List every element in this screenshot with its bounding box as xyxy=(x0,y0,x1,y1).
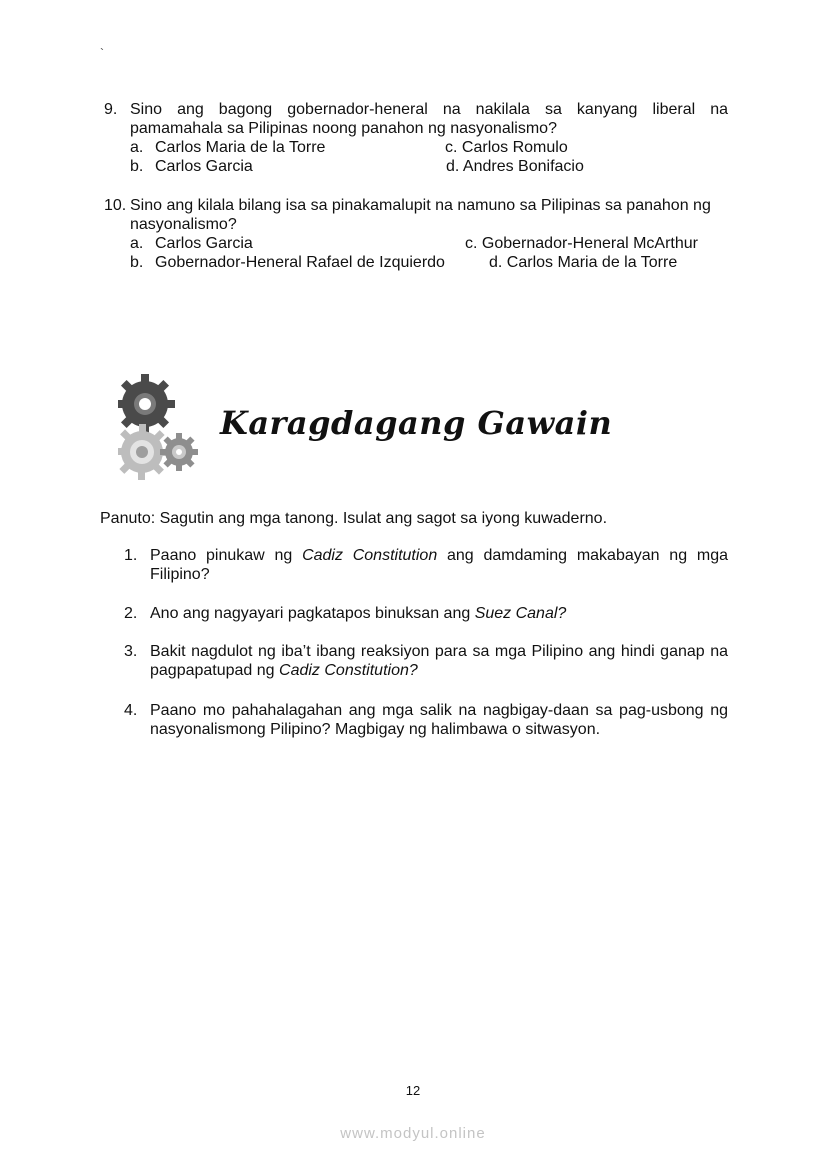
open-question-3 xyxy=(124,642,728,680)
question-stem: Sino ang bagong gobernador-heneral na nakilala sa kanyang liberal na pamamahala sa Pilipinas noong panahon ng nasyonalismo? xyxy=(130,101,728,137)
question-number: 4. xyxy=(124,702,138,719)
question-number: 3. xyxy=(124,643,138,660)
option-a: a. Carlos Garcia xyxy=(130,235,253,252)
question-text: Paano pinukaw ng Cadiz Constitution ang damdaming makabayan ng mga Filipino? xyxy=(150,547,728,583)
option-d: d. Carlos Maria de la Torre xyxy=(489,254,678,271)
question-number: 10. xyxy=(104,197,127,214)
option-d: d. Andres Bonifacio xyxy=(446,158,584,175)
option-c: c. Gobernador-Heneral McArthur xyxy=(465,235,698,252)
question-number: 2. xyxy=(124,605,138,622)
open-question-1 xyxy=(124,546,728,584)
question-text: Ano ang nagyayari pagkatapos binuksan ang Suez Canal? xyxy=(150,605,567,622)
watermark: www.modyul.online xyxy=(340,1125,486,1142)
option-b: b. Gobernador-Heneral Rafael de Izquierdo xyxy=(130,254,445,271)
page-number: 12 xyxy=(405,1083,421,1098)
option-b: b. Carlos Garcia xyxy=(130,158,253,175)
question-text: Bakit nagdulot ng iba’t ibang reaksiyon para sa mga Pilipino ang hindi ganap na pagpapatupad ng Cadiz Constitution? xyxy=(150,643,728,679)
question-text: Paano mo pahahalagahan ang mga salik na nagbigay-daan sa pag-usbong ng nasyonalismong Pilipino? Magbigay ng halimbawa o sitwasyon. xyxy=(150,702,728,738)
section-title: Karagdagang Gawain xyxy=(220,404,613,442)
instructions: Panuto: Sagutin ang mga tanong. Isulat ang sagot sa iyong kuwaderno. xyxy=(100,510,608,527)
question-number: 1. xyxy=(124,547,138,564)
question-10 xyxy=(104,196,728,272)
question-stem: Sino ang kilala bilang isa sa pinakamalupit na namuno sa Pilipinas sa panahon ng nasyonalismo? xyxy=(130,197,711,233)
open-question-2 xyxy=(124,604,728,623)
gears-icon xyxy=(118,372,198,482)
option-c: c. Carlos Romulo xyxy=(445,139,568,156)
gear-large-icon xyxy=(118,374,175,434)
question-9 xyxy=(104,100,728,176)
question-number: 9. xyxy=(104,101,118,118)
option-a: a. Carlos Maria de la Torre xyxy=(130,139,326,156)
options xyxy=(130,234,728,272)
open-question-4 xyxy=(124,701,728,739)
corner-mark: ` xyxy=(100,46,104,60)
gear-small-right-icon xyxy=(160,433,198,471)
options xyxy=(130,138,728,176)
